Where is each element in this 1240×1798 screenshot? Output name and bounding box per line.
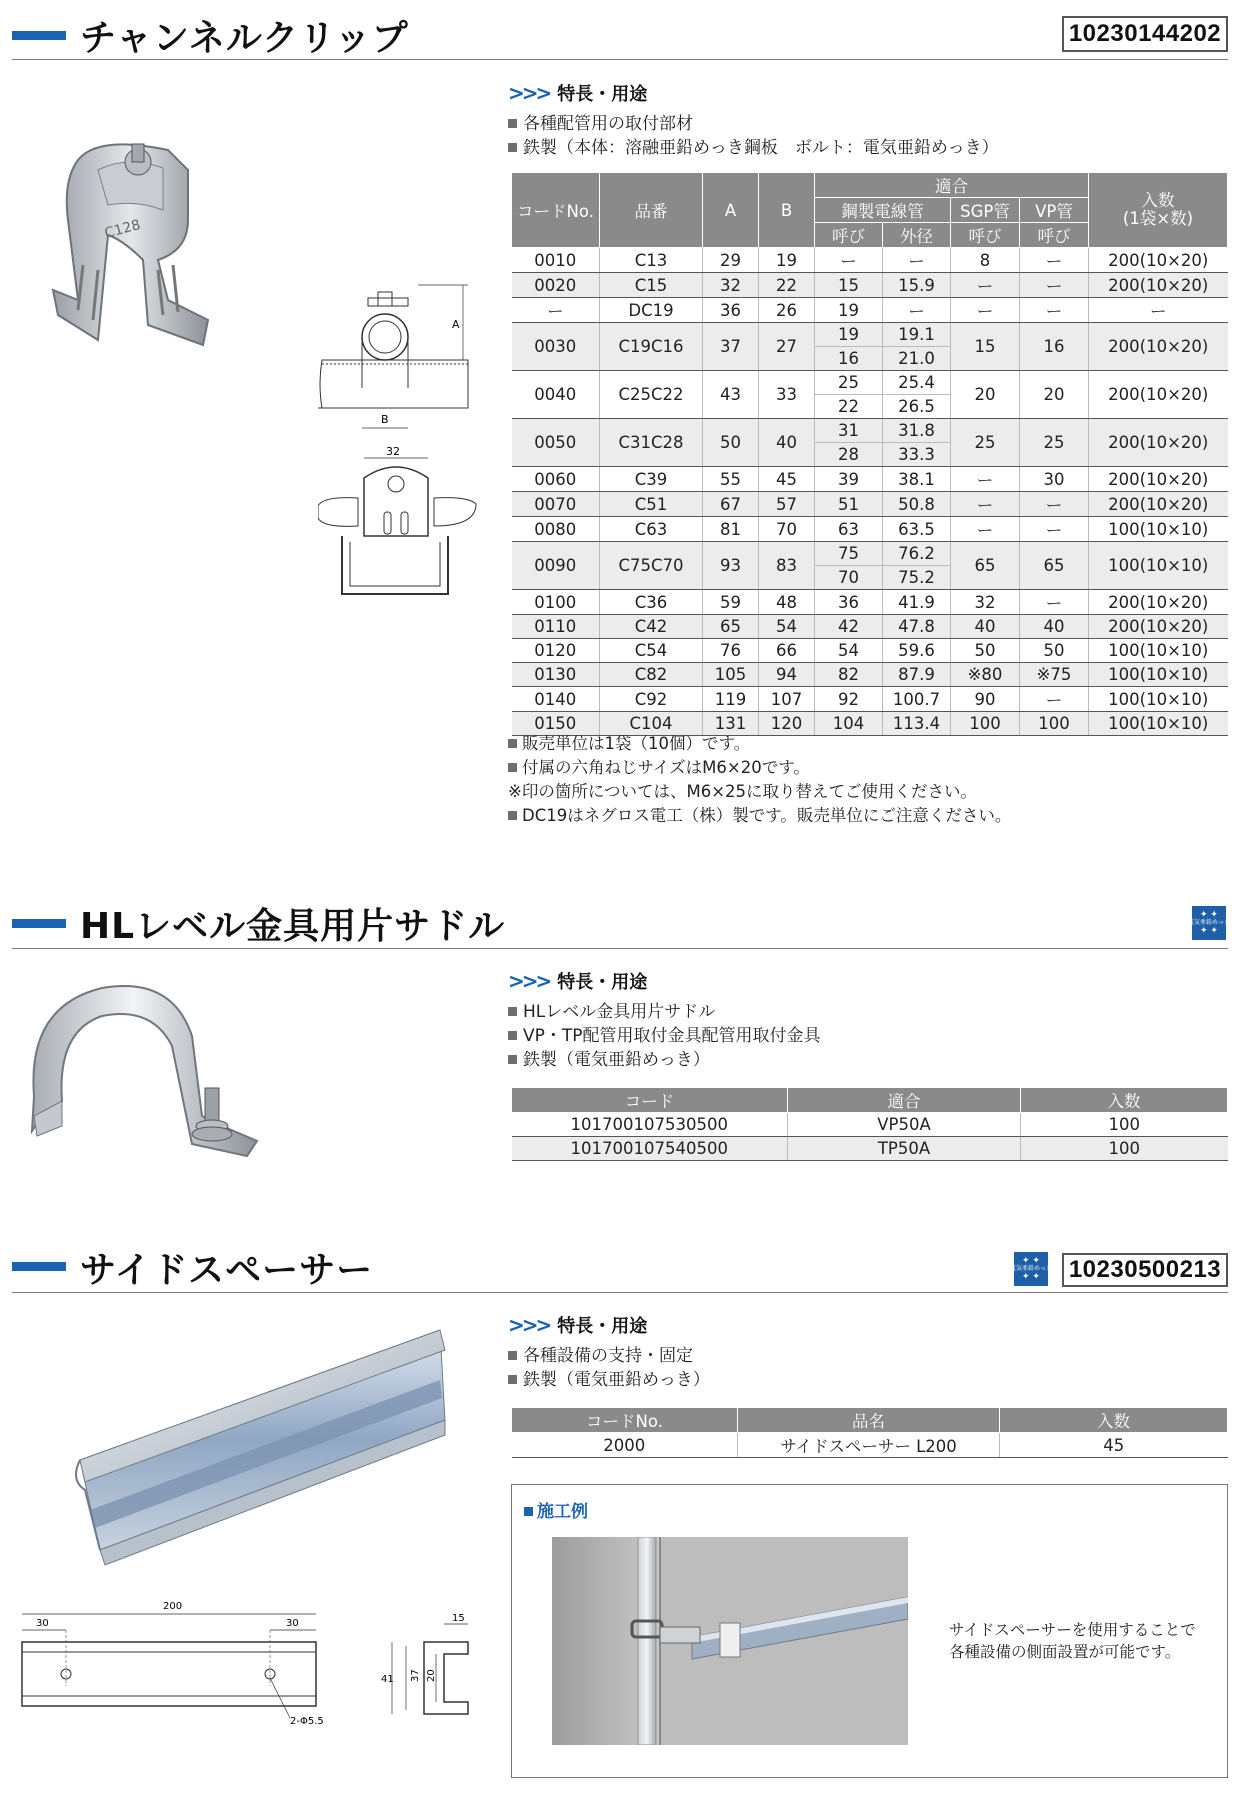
cell-sgp: 8 xyxy=(951,248,1020,273)
table-row xyxy=(512,590,1228,615)
hl-saddle-table xyxy=(511,1087,1228,1161)
cell-nominal: 70 xyxy=(815,566,883,590)
table-row xyxy=(512,542,1228,566)
feature-item: 鉄製（電気亜鉛めっき） xyxy=(508,1368,710,1392)
table-row xyxy=(512,1433,1228,1458)
feature-item: 各種配管用の取付部材 xyxy=(508,112,999,136)
cell-nominal: 16 xyxy=(815,347,883,371)
side-spacer-table xyxy=(511,1407,1228,1458)
plating-badge-icon: ✦ ✦ 電気亜鉛めっき ✦ ✦ xyxy=(1192,906,1226,940)
cell-qty: 200(10×20) xyxy=(1089,615,1228,639)
cell-vp: ー xyxy=(1020,590,1089,615)
cell-sgp: 50 xyxy=(951,639,1020,663)
dim-b-label: B xyxy=(381,413,389,426)
cell-b: 54 xyxy=(759,615,815,639)
note-item: 販売単位は1袋（10個）です。 xyxy=(508,732,1011,756)
features-heading: 特長・用途 xyxy=(557,972,648,993)
table-row xyxy=(512,467,1228,492)
cell-sgp: 15 xyxy=(951,323,1020,371)
cell-b: 22 xyxy=(759,273,815,298)
cell-nominal: 104 xyxy=(815,712,883,736)
dim-right-label: 30 xyxy=(286,1618,299,1629)
table-row xyxy=(512,492,1228,517)
cell-a: 36 xyxy=(703,298,759,323)
cell-a: 131 xyxy=(703,712,759,736)
cell-od: 15.9 xyxy=(883,273,951,298)
cell-part: C39 xyxy=(600,467,703,492)
table-row xyxy=(512,517,1228,542)
section-marker xyxy=(12,31,66,40)
cell-od: ー xyxy=(883,248,951,273)
section-title-channel-clip: チャンネルクリップ xyxy=(80,18,409,59)
cell-b: 40 xyxy=(759,419,815,467)
th-steel: 鋼製電線管 xyxy=(815,198,951,223)
cell-b: 26 xyxy=(759,298,815,323)
cell-qty: 100 xyxy=(1021,1137,1228,1161)
cell-b: 33 xyxy=(759,371,815,419)
cell-b: 107 xyxy=(759,687,815,712)
cell-od: ー xyxy=(883,298,951,323)
cell-a: 29 xyxy=(703,248,759,273)
cell-vp: 25 xyxy=(1020,419,1089,467)
cell-a: 81 xyxy=(703,517,759,542)
cell-code: 0120 xyxy=(512,639,600,663)
th-qty: 入数 (1袋×数) xyxy=(1089,173,1228,248)
cell-qty: 200(10×20) xyxy=(1089,371,1228,419)
side-spacer-plan-drawing xyxy=(18,1596,328,1736)
cell-code: 0130 xyxy=(512,663,600,687)
cell-b: 48 xyxy=(759,590,815,615)
cell-b: 70 xyxy=(759,517,815,542)
cell-nominal: 54 xyxy=(815,639,883,663)
dim-h41-label: 41 xyxy=(381,1674,394,1685)
section-divider xyxy=(12,948,1228,949)
cell-nominal: 92 xyxy=(815,687,883,712)
cell-qty: 200(10×20) xyxy=(1089,590,1228,615)
cell-qty: 200(10×20) xyxy=(1089,419,1228,467)
cell-code: 0070 xyxy=(512,492,600,517)
features-side-spacer: >>> 特長・用途 各種設備の支持・固定 鉄製（電気亜鉛めっき） xyxy=(508,1313,710,1390)
cell-sgp: ー xyxy=(951,467,1020,492)
cell-sgp: ※80 xyxy=(951,663,1020,687)
cell-sgp: 40 xyxy=(951,615,1020,639)
feature-item: 各種設備の支持・固定 xyxy=(508,1344,710,1368)
cell-qty: 200(10×20) xyxy=(1089,273,1228,298)
section-title-hl-saddle: HLレベル金具用片サドル xyxy=(80,906,506,947)
table-row xyxy=(512,1113,1228,1137)
cell-od: 59.6 xyxy=(883,639,951,663)
table-row xyxy=(512,371,1228,395)
cell-a: 93 xyxy=(703,542,759,590)
cell-nominal: 42 xyxy=(815,615,883,639)
th-code: コードNo. xyxy=(512,173,600,248)
cell-qty: 45 xyxy=(1000,1433,1228,1458)
notes-channel-clip xyxy=(508,732,1011,828)
cell-vp: 30 xyxy=(1020,467,1089,492)
cell-a: 67 xyxy=(703,492,759,517)
cell-nominal: 19 xyxy=(815,323,883,347)
cell-b: 57 xyxy=(759,492,815,517)
cell-qty: 100(10×10) xyxy=(1089,639,1228,663)
feature-item: 鉄製（電気亜鉛めっき） xyxy=(508,1048,821,1072)
cell-a: 105 xyxy=(703,663,759,687)
cell-code: 2000 xyxy=(512,1433,738,1458)
example-text-line: サイドスペーサーを使用することで xyxy=(949,1621,1196,1639)
feature-item: VP・TP配管用取付金具配管用取付金具 xyxy=(508,1024,821,1048)
table-row xyxy=(512,323,1228,347)
th-b: B xyxy=(759,173,815,248)
cell-qty: 200(10×20) xyxy=(1089,492,1228,517)
cell-sgp: ー xyxy=(951,492,1020,517)
cell-a: 37 xyxy=(703,323,759,371)
cell-nominal: 39 xyxy=(815,467,883,492)
cell-code: 0050 xyxy=(512,419,600,467)
section-marker xyxy=(12,919,66,928)
th-fit: 適合 xyxy=(815,173,1089,198)
th-nominal: 呼び xyxy=(815,223,883,248)
cell-b: 45 xyxy=(759,467,815,492)
channel-clip-side-drawing xyxy=(318,280,478,440)
side-spacer-photo xyxy=(60,1310,460,1572)
cell-vp: 100 xyxy=(1020,712,1089,736)
cell-vp: ー xyxy=(1020,517,1089,542)
side-spacer-section-drawing xyxy=(380,1612,480,1732)
dim-length-label: 200 xyxy=(163,1601,183,1612)
cell-code: 0080 xyxy=(512,517,600,542)
cell-sgp: 25 xyxy=(951,419,1020,467)
cell-fit: VP50A xyxy=(788,1113,1021,1137)
dim-left-label: 30 xyxy=(36,1618,49,1629)
channel-clip-table-body xyxy=(512,248,1228,736)
cell-vp: ー xyxy=(1020,687,1089,712)
cell-qty: ー xyxy=(1089,298,1228,323)
svg-text:C128: C128 xyxy=(102,216,143,242)
cell-a: 55 xyxy=(703,467,759,492)
table-row xyxy=(512,615,1228,639)
cell-nominal: 25 xyxy=(815,371,883,395)
product-code: 10230500213 xyxy=(1062,1253,1228,1287)
plating-badge-icon: ✦ ✦ 電気亜鉛めっき ✦ ✦ xyxy=(1014,1252,1048,1286)
cell-od: 19.1 xyxy=(883,323,951,347)
cell-sgp: ー xyxy=(951,273,1020,298)
cell-qty: 100(10×10) xyxy=(1089,687,1228,712)
table-row xyxy=(512,1137,1228,1161)
dim-width-label: 32 xyxy=(386,446,400,458)
cell-code: 101700107530500 xyxy=(512,1113,788,1137)
table-row xyxy=(512,687,1228,712)
product-code: 10230144202 xyxy=(1062,16,1228,52)
cell-part: C51 xyxy=(600,492,703,517)
cell-sgp: 20 xyxy=(951,371,1020,419)
cell-part: C75C70 xyxy=(600,542,703,590)
th-name: 品名 xyxy=(738,1408,1000,1433)
cell-vp: ー xyxy=(1020,273,1089,298)
table-row xyxy=(512,248,1228,273)
section-divider xyxy=(12,1292,1228,1293)
table-row xyxy=(512,298,1228,323)
cell-nominal: ー xyxy=(815,248,883,273)
cell-code: 0140 xyxy=(512,687,600,712)
cell-code: 101700107540500 xyxy=(512,1137,788,1161)
section-divider xyxy=(12,59,1228,60)
th-part: 品番 xyxy=(600,173,703,248)
cell-part: DC19 xyxy=(600,298,703,323)
th-code: コード xyxy=(512,1088,788,1113)
th-fit: 適合 xyxy=(788,1088,1021,1113)
cell-code: 0100 xyxy=(512,590,600,615)
cell-code: 0090 xyxy=(512,542,600,590)
cell-od: 31.8 xyxy=(883,419,951,443)
cell-nominal: 31 xyxy=(815,419,883,443)
cell-part: C104 xyxy=(600,712,703,736)
cell-code: 0010 xyxy=(512,248,600,273)
cell-vp: ー xyxy=(1020,298,1089,323)
cell-part: C92 xyxy=(600,687,703,712)
cell-vp: 40 xyxy=(1020,615,1089,639)
cell-part: C63 xyxy=(600,517,703,542)
cell-od: 38.1 xyxy=(883,467,951,492)
cell-od: 33.3 xyxy=(883,443,951,467)
th-qty: 入数 xyxy=(1000,1408,1228,1433)
cell-vp: 20 xyxy=(1020,371,1089,419)
note-item: DC19はネグロス電工（株）製です。販売単位にご注意ください。 xyxy=(508,804,1011,828)
cell-code: 0040 xyxy=(512,371,600,419)
installation-example xyxy=(511,1484,1228,1778)
note-item: 付属の六角ねじサイズはM6×20です。 xyxy=(508,756,1011,780)
cell-od: 47.8 xyxy=(883,615,951,639)
cell-qty: 200(10×20) xyxy=(1089,467,1228,492)
badge-text: 電気亜鉛めっき xyxy=(1188,919,1230,926)
cell-b: 120 xyxy=(759,712,815,736)
cell-b: 66 xyxy=(759,639,815,663)
cell-vp: 50 xyxy=(1020,639,1089,663)
th-nominal-vp: 呼び xyxy=(1020,223,1089,248)
dim-w15-label: 15 xyxy=(452,1613,465,1624)
example-text xyxy=(949,1619,1196,1663)
section-marker xyxy=(12,1262,66,1271)
cell-od: 26.5 xyxy=(883,395,951,419)
cell-nominal: 82 xyxy=(815,663,883,687)
cell-qty: 200(10×20) xyxy=(1089,323,1228,371)
dim-hole-label: 2-Φ5.5 xyxy=(290,1716,324,1727)
channel-clip-photo xyxy=(38,140,218,392)
cell-vp: ※75 xyxy=(1020,663,1089,687)
cell-od: 75.2 xyxy=(883,566,951,590)
cell-od: 87.9 xyxy=(883,663,951,687)
example-heading: 施工例 xyxy=(524,1497,588,1522)
cell-b: 19 xyxy=(759,248,815,273)
cell-od: 21.0 xyxy=(883,347,951,371)
cell-od: 50.8 xyxy=(883,492,951,517)
cell-code: ー xyxy=(512,298,600,323)
cell-vp: ー xyxy=(1020,492,1089,517)
cell-qty: 100(10×10) xyxy=(1089,517,1228,542)
cell-code: 0030 xyxy=(512,323,600,371)
cell-part: C54 xyxy=(600,639,703,663)
cell-qty: 100(10×10) xyxy=(1089,663,1228,687)
cell-code: 0020 xyxy=(512,273,600,298)
cell-od: 63.5 xyxy=(883,517,951,542)
cell-sgp: 90 xyxy=(951,687,1020,712)
cell-od: 25.4 xyxy=(883,371,951,395)
cell-nominal: 63 xyxy=(815,517,883,542)
cell-nominal: 36 xyxy=(815,590,883,615)
feature-item: HLレベル金具用片サドル xyxy=(508,1000,821,1024)
cell-fit: TP50A xyxy=(788,1137,1021,1161)
cell-sgp: 65 xyxy=(951,542,1020,590)
cell-b: 94 xyxy=(759,663,815,687)
cell-vp: ー xyxy=(1020,248,1089,273)
cell-a: 76 xyxy=(703,639,759,663)
channel-clip-front-drawing xyxy=(318,446,478,606)
cell-sgp: 32 xyxy=(951,590,1020,615)
th-sgp: SGP管 xyxy=(951,198,1020,223)
features-hl-saddle: >>> 特長・用途 HLレベル金具用片サドル VP・TP配管用取付金具配管用取付金具 鉄製（電気亜鉛めっき） xyxy=(508,969,821,1070)
cell-a: 50 xyxy=(703,419,759,467)
feature-item: 鉄製（本体：溶融亜鉛めっき鋼板 ボルト：電気亜鉛めっき） xyxy=(508,136,999,160)
cell-nominal: 75 xyxy=(815,542,883,566)
cell-od: 100.7 xyxy=(883,687,951,712)
cell-vp: 65 xyxy=(1020,542,1089,590)
cell-nominal: 22 xyxy=(815,395,883,419)
cell-od: 76.2 xyxy=(883,542,951,566)
th-nominal-sgp: 呼び xyxy=(951,223,1020,248)
example-text-line: 各種設備の側面設置が可能です。 xyxy=(949,1643,1181,1661)
dim-h37-label: 37 xyxy=(410,1669,421,1682)
cell-part: C25C22 xyxy=(600,371,703,419)
features-heading: 特長・用途 xyxy=(557,84,648,105)
cell-qty: 200(10×20) xyxy=(1089,248,1228,273)
cell-part: C19C16 xyxy=(600,323,703,371)
cell-part: C42 xyxy=(600,615,703,639)
cell-nominal: 19 xyxy=(815,298,883,323)
installation-photo xyxy=(552,1537,908,1745)
cell-part: C36 xyxy=(600,590,703,615)
cell-a: 43 xyxy=(703,371,759,419)
cell-sgp: ー xyxy=(951,517,1020,542)
cell-part: C31C28 xyxy=(600,419,703,467)
cell-part: C82 xyxy=(600,663,703,687)
channel-clip-table xyxy=(511,172,1228,736)
cell-nominal: 28 xyxy=(815,443,883,467)
cell-nominal: 15 xyxy=(815,273,883,298)
th-qty: 入数 xyxy=(1021,1088,1228,1113)
hl-saddle-photo xyxy=(22,976,262,1166)
cell-od: 41.9 xyxy=(883,590,951,615)
cell-a: 32 xyxy=(703,273,759,298)
cell-qty: 100(10×10) xyxy=(1089,712,1228,736)
cell-b: 83 xyxy=(759,542,815,590)
cell-code: 0150 xyxy=(512,712,600,736)
cell-code: 0110 xyxy=(512,615,600,639)
th-code: コードNo. xyxy=(512,1408,738,1433)
cell-od: 113.4 xyxy=(883,712,951,736)
table-row xyxy=(512,419,1228,443)
table-row xyxy=(512,273,1228,298)
dim-a-label: A xyxy=(452,318,460,331)
features-heading: 特長・用途 xyxy=(557,1316,648,1337)
badge-text: 電気亜鉛めっき xyxy=(1010,1265,1052,1272)
th-a: A xyxy=(703,173,759,248)
cell-a: 65 xyxy=(703,615,759,639)
cell-qty: 100(10×10) xyxy=(1089,542,1228,590)
cell-a: 59 xyxy=(703,590,759,615)
table-row xyxy=(512,639,1228,663)
cell-sgp: ー xyxy=(951,298,1020,323)
cell-a: 119 xyxy=(703,687,759,712)
table-row xyxy=(512,663,1228,687)
cell-name: サイドスペーサー L200 xyxy=(738,1433,1000,1458)
note-item: ※印の箇所については、M6×25に取り替えてご使用ください。 xyxy=(508,782,978,801)
cell-b: 27 xyxy=(759,323,815,371)
th-vp: VP管 xyxy=(1020,198,1089,223)
section-title-side-spacer: サイドスペーサー xyxy=(80,1250,374,1291)
cell-code: 0060 xyxy=(512,467,600,492)
cell-qty: 100 xyxy=(1021,1113,1228,1137)
cell-nominal: 51 xyxy=(815,492,883,517)
cell-vp: 16 xyxy=(1020,323,1089,371)
features-channel-clip: >>> 特長・用途 各種配管用の取付部材 鉄製（本体：溶融亜鉛めっき鋼板 ボルト：電気亜鉛めっき） xyxy=(508,81,999,158)
th-od: 外径 xyxy=(883,223,951,248)
cell-sgp: 100 xyxy=(951,712,1020,736)
dim-h20-label: 20 xyxy=(426,1669,437,1682)
cell-part: C13 xyxy=(600,248,703,273)
cell-part: C15 xyxy=(600,273,703,298)
